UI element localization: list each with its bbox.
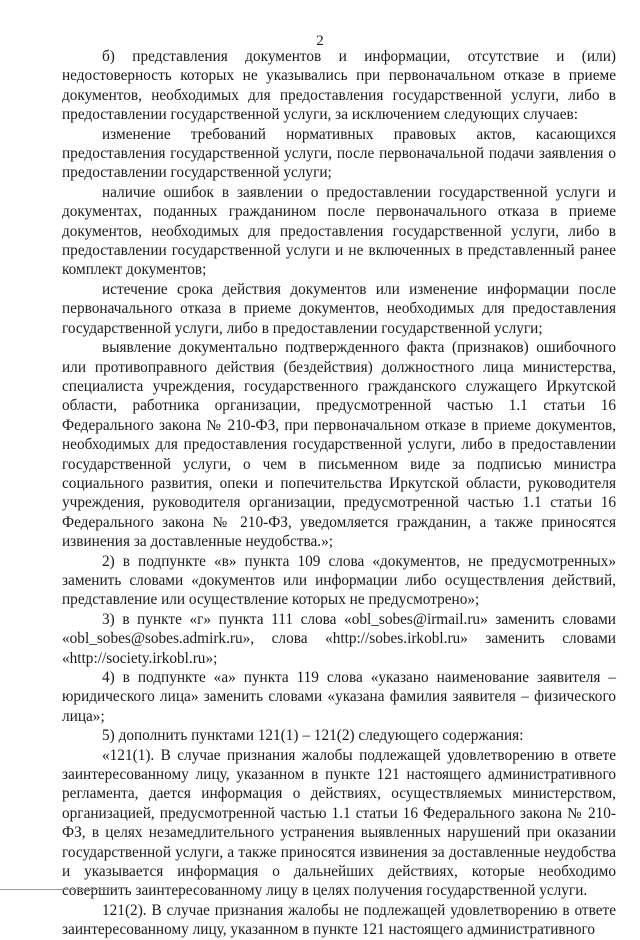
paragraph-121-2: 121(2). В случае признания жалобы не подлежащей удовлетворению в ответе заинтересованному лицу, указанном в пункте 121 настоящего административного: [62, 901, 616, 939]
paragraph-exception-errors: наличие ошибок в заявлении о предоставлении государственной услуги и документах, поданных гражданином после первоначального отказа в приеме документов, необходимых для предоставления государственной услуги, либо в предоставлении государственной услуги и не включенных в представленный ранее комплект документов;: [62, 183, 616, 279]
paragraph-121-1: «121(1). В случае признания жалобы подлежащей удовлетворению в ответе заинтересованному лицу, указанном в пункте 121 настоящего административного регламента, дается информация о действиях, осуществляемых министерством, организацией, предусмотренной частью 1.1 статьи 16 Федерального закона № 210-ФЗ, в целях незамедлительного устранения выявленных нарушений при оказании государственной услуги, а также приносятся извинения за доставленные неудобства и указывается информация о дальнейших действиях, которые необходимо совершить заинтересованному лицу в целях получения государственной услуги.: [62, 746, 616, 900]
footer-divider: [0, 889, 115, 890]
paragraph-item-3: 3) в пункте «г» пункта 111 слова «obl_sobes@irmail.ru» заменить словами «obl_sobes@sobes.admirk.ru», слова «http://sobes.irkobl.ru» заменить словами «http://society.irkobl.ru»;: [62, 610, 616, 667]
paragraph-exception-requirements-change: изменение требований нормативных правовых актов, касающихся предоставления государственной услуги, после первоначальной подачи заявления о предоставлении государственной услуги;: [62, 125, 616, 182]
paragraph-exception-expiry: истечение срока действия документов или изменение информации после первоначального отказа в приеме документов, необходимых для предоставления государственной услуги, либо в предоставлении государственной услуги;: [62, 280, 616, 337]
paragraph-exception-wrongful-action: выявление документально подтвержденного факта (признаков) ошибочного или противоправного действия (бездействия) должностного лица министерства, специалиста учреждения, государственного гражданского служащего Иркутской области, работника организации, предусмотренной частью 1.1 статьи 16 Федерального закона № 210-ФЗ, при первоначальном отказе в приеме документов, необходимых для предоставления государственной услуги, либо в предоставлении государственной услуги, о чем в письменном виде за подписью министра социального развития, опеки и попечительства Иркутской области, руководителя учреждения, руководителя организации, предусмотренной частью 1.1 статьи 16 Федерального закона № 210-ФЗ, уведомляется гражданин, а также приносятся извинения за доставленные неудобства.»;: [62, 339, 616, 551]
document-body: [62, 47, 616, 940]
paragraph-item-4: 4) в подпункте «а» пункта 119 слова «указано наименование заявителя – юридического лица» заменить словами «указана фамилия заявителя – физического лица»;: [62, 669, 616, 725]
paragraph-item-5: 5) дополнить пунктами 121(1) – 121(2) следующего содержания:: [102, 727, 524, 745]
paragraph-subitem-b: б) представления документов и информации, отсутствие и (или) недостоверность которых не указывались при первоначальном отказе в приеме документов, необходимых для предоставления государственной услуги, либо в предоставлении государственной услуги, за исключением следующих случаев:: [62, 48, 616, 124]
page-number: 2: [316, 33, 324, 49]
paragraph-item-2: 2) в подпункте «в» пункта 109 слова «документов, не предусмотренных» заменить словами «документов или информации либо осуществления действий, представление или осуществление которых не предусмотрено»;: [62, 552, 616, 609]
